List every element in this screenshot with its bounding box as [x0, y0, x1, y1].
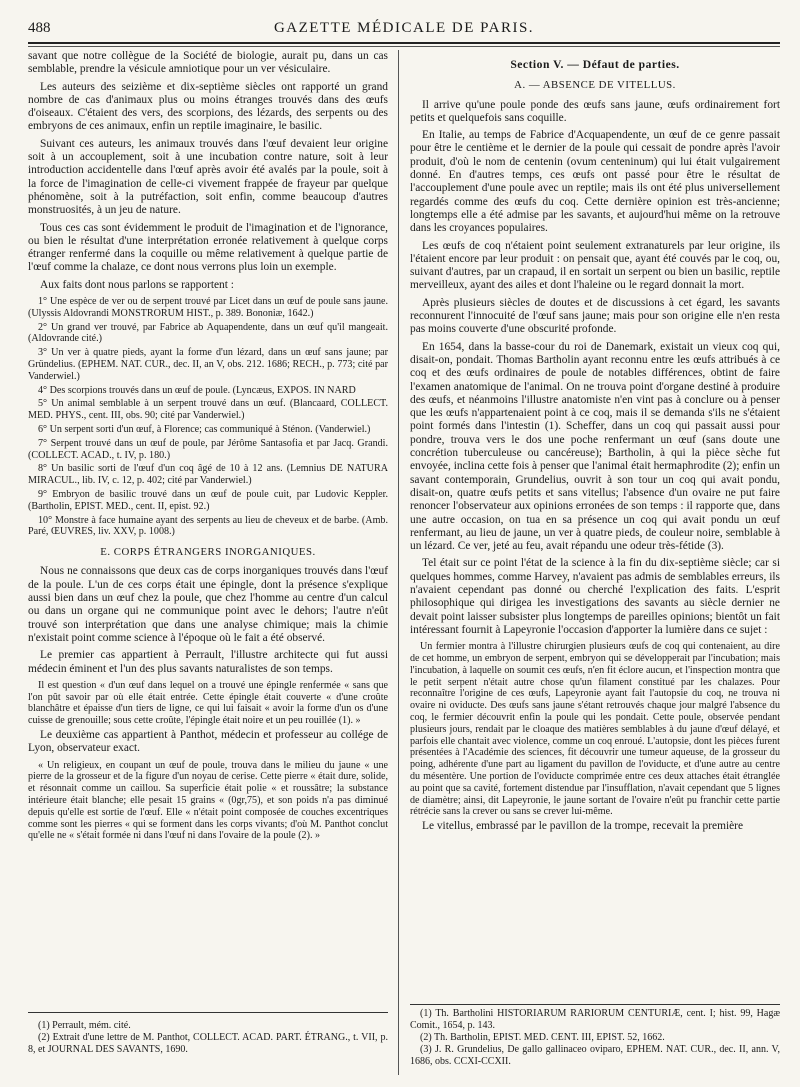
list-item: 3° Un ver à quatre pieds, ayant la forme d'un lézard, dans un œuf sans jaune; par Gründelius. (EPHEM. NAT. CUR., dec. II, an V, obs. 212. 1686; RECH., p. 773; cité par Vanderwiel.) [28, 347, 388, 382]
quotation [28, 680, 388, 727]
page-number: 488 [28, 20, 51, 36]
quotation [28, 760, 388, 843]
paragraph: Tel était sur ce point l'état de la science à la fin du dix-septième siècle; car si quelques hommes, comme Harvey, n'avaient pas admis de semblables erreurs, ils n'avaient cependant pas donné ou cherché l'explication des faits. L'esprit philosophique qui dirigea les investigations des savants au siècle dernier ne devait point laisser subsister plus longtemps de pareilles opinions; bientôt un fait intéressant fournit à Lapeyronie l'occasion d'apporter la lumière dans ce sujet : [410, 557, 780, 636]
list-item: 8° Un basilic sorti de l'œuf d'un coq âgé de 10 à 12 ans. (Lemnius DE NATURA MIRACUL., lib. IV, c. 12, p. 402; cité par Vanderwiel.) [28, 463, 388, 487]
right-column [410, 50, 780, 837]
paragraph: Il arrive qu'une poule ponde des œufs sans jaune, œufs ordinairement fort petits et quelquefois sans coquille. [410, 98, 780, 124]
footnote: (1) Th. Bartholini HISTORIARUM RARIORUM CENTURIÆ, cent. I; hist. 99, Hagæ Comit., 1654, p. 143. [410, 1008, 780, 1031]
paragraph: Tous ces cas sont évidemment le produit de l'imagination et de l'ignorance, ou bien le résultat d'une interprétation erronée relativement à quelque corps étranger renfermé dans la coquille ou même relativement à quelque partie de l'œuf comme la chalaze, ce dont nous verrons plus loin un exemple. [28, 221, 388, 274]
list-item: 2° Un grand ver trouvé, par Fabrice ab Aquapendente, dans un œuf qu'il mangeait. (Aldovrande cité.) [28, 321, 388, 345]
column-divider [398, 50, 399, 1075]
paragraph: Le premier cas appartient à Perrault, l'illustre architecte qui fut aussi médecin éminent et l'un des plus savants naturalistes de son temps. [28, 649, 388, 675]
header-rule-thin [28, 46, 780, 47]
list-item: 10° Monstre à face humaine ayant des serpents au lieu de cheveux et de barbe. (Amb. Paré, ŒUVRES, liv. XXV, p. 1008.) [28, 514, 388, 538]
left-column [28, 50, 388, 844]
paragraph: Suivant ces auteurs, les animaux trouvés dans l'œuf devaient leur origine soit à un accouplement, soit à une incubation contre nature, soit à leur introduction accidentelle dans l'œuf après avoir été avalés par la poule, soit à la force de l'imagination de celle-ci vivement frappée de frayeur par quelque phénomène, soit à la putréfaction, soit enfin, comme beaucoup d'autres monstruosités, à un jeu de nature. [28, 137, 388, 217]
paragraph: Après plusieurs siècles de doutes et de discussions à cet égard, les savants reconnurent l'innocuité de l'œuf sans jaune; mais pour son origine elle n'en resta pas moins couverte d'une obscurité profonde. [410, 296, 780, 336]
footnote: (3) J. R. Grundelius, De gallo gallinaceo oviparo, EPHEM. NAT. CUR., dec. II, ann. V, 1686, obs. CCXI-CCXII. [410, 1044, 780, 1067]
footnote-rule [410, 1004, 780, 1005]
paragraph: Aux faits dont nous parlons se rapportent : [40, 278, 234, 291]
paragraph: En 1654, dans la basse-cour du roi de Danemark, existait un vieux coq qui, disait-on, pondait. Thomas Bartholin ayant reconnu entre les œufs attribués à ce coq et des œufs ordinaires de poule de notables différences, obtint de faire l'examen anatomique de l'animal. On ne trouva point d'organe destiné à produire des œufs, et néanmoins l'illustre anatomiste n'en vint pas à conclure ou à penser que les œufs n'appartenaient point à ce coq, mais il se demanda s'ils ne s'étaient point formés dans l'intestin (1). Scheffer, dans un coq qui passait aussi pour pondre, trouva vers le dos une poche renfermant un œuf (sans doute une concrétion tuberculeuse ou cancéreuse); Bartholin, à qui la pièce sèche fut envoyée, inclina cette fois à penser que l'animal était hermaphrodite (2); enfin un savant contemporain, Grundelius, ouvrit à son tour un coq qui avait pondu, disait-on, quatre œufs petits et sans vitellus; l'absence d'un ovaire ne put faire renoncer l'observateur aux opinions erronées de son temps : il rapporte que, dans une autre occasion, on tua en sa présence un coq qui avait pondu un œuf renfermant, au lieu de jaune, un ver à quatre pieds, de couleur noire, semblable à un lézard. Ce ver, jeté au feu, avait répandu une odeur très-fétide (3). [410, 340, 780, 553]
running-head: GAZETTE MÉDICALE DE PARIS. [273, 20, 535, 36]
quotation [410, 641, 780, 818]
list-item: 4° Des scorpions trouvés dans un œuf de poule. (Lyncæus, EXPOS. IN NARD [38, 384, 356, 396]
list-item: 5° Un animal semblable à un serpent trouvé dans un œuf. (Blancaard, COLLECT. MED. PHYS., cent. III, obs. 90; cité par Vanderwiel.) [28, 398, 388, 422]
quote-text: Un fermier montra à l'illustre chirurgien plusieurs œufs de coq qui contenaient, au dire de cet homme, un embryon de serpent, embryon qui se développerait par l'incubation; mais l'incubation, à laquelle on soumit ces œufs, n'en fit éclore aucun, et l'inspection montra que le petit serpent n'était autre chose qu'un filament constitué par les chalazes. Pour reconnaître l'origine de ces œufs, Lapeyronie ayant fait l'autopsie du coq, ne trouva ni ovaire ni oviducte. Des œufs sans jaune s'étant retrouvés chaque jour malgré l'absence du coq, le fermier découvrit enfin la poule qui les pondait. Cette poule, observée pendant plusieurs jours, rendait par le cloaque des matières semblables à du jaune d'œuf délayé, et parfois elle chantait avec violence, comme un coq enroué. L'autopsie, dont les pièces furent présentées à l'Académie des sciences, fit découvrir une tumeur aqueuse, de la grosseur du poing, adhérente d'une part au ligament du pavillon de l'oviducte, et d'une autre au centre du mésentère. Une portion de l'oviducte comprimée entre ces deux attaches était étranglée au point que sa cavité, fortement distendue par l'insufflation, n'avait cependant que 5 lignes de diamètre; ainsi, dit Lapeyronie, le jaune sortant de l'ovaire n'eût pu franchir cette partie rétrécie sans la crever ou sans se crever lui-même. [410, 641, 780, 818]
header-rule [28, 42, 780, 44]
paragraph: Le vitellus, embrassé par le pavillon de la trompe, recevait la première [422, 820, 744, 833]
paragraph: Les auteurs des seizième et dix-septième siècles ont rapporté un grand nombre de cas d'animaux plus ou moins étranges trouvés dans des œufs d'oiseaux. C'étaient des vers, des scorpions, des lézards, des serpents ou des embryons de ces animaux, enfin un reptile imaginaire, le basilic. [28, 80, 388, 133]
list-item: 7° Serpent trouvé dans un œuf de poule, par Jérôme Santasofia et par Jacq. Grandi. (COLLECT. ACAD., t. IV, p. 180.) [28, 437, 388, 461]
footnotes-left [28, 1020, 388, 1056]
paragraph: Le deuxième cas appartient à Panthot, médecin et professeur au collége de Lyon, observateur exact. [28, 729, 388, 755]
list-item: 6° Un serpent sorti d'un œuf, à Florence; cas communiqué à Sténon. (Vanderwiel.) [38, 424, 371, 436]
section-heading: Section V. — Défaut de parties. [510, 58, 680, 71]
paragraph: Nous ne connaissons que deux cas de corps inorganiques trouvés dans l'œuf de la poule. L'un de ces corps était une épingle, dont la présence s'explique aussi bien dans un œuf chez la poule, que chez l'homme au centre d'un calcul ou dans un organe qui ne communique point avec le dehors; l'autre n'eût trouvé son interprétation que dans une analyse chimique; mais la chimie n'existait point comme science à l'époque où le fait a été observé. [28, 565, 388, 644]
paragraph: Les œufs de coq n'étaient point seulement extranaturels par leur origine, ils l'étaient encore par leur produit : on pensait que, ayant été couvés par le coq, ou, suivant d'autres, par un crapaud, il en sortait un serpent ou bien un basilic, reptile merveilleux, ayant des ailes et dont l'haleine ou le regard donnait la mort. [410, 239, 780, 292]
subsection-heading: A. — ABSENCE DE VITELLUS. [514, 79, 676, 92]
quote-text: « Un religieux, en coupant un œuf de poule, trouva dans le milieu du jaune « une pierre de la grosseur et de la figure d'un noyau de cerise. Cette pierre « était dure, solide, et résonnait comme un caillou. Sa superficie était polie « et roussâtre; la substance intérieure était blanche; elle pesait 15 grains « (0gr,75), et son poids n'a pas diminué depuis qu'elle est sortie de l'œuf. Elle « n'était point composée de couches excentriques comme sont les pierres « qui se forment dans les corps vivants; d'où M. Panthot conclut qu'elle ne « s'était formée ni dans l'œuf ni dans l'ovaire de la poule (2). » [28, 759, 388, 842]
footnote-rule [28, 1012, 388, 1013]
case-list [28, 296, 388, 538]
page-header [28, 18, 780, 40]
section-heading: E. CORPS ÉTRANGERS INORGANIQUES. [100, 546, 316, 559]
footnote: (2) Extrait d'une lettre de M. Panthot, COLLECT. ACAD. PART. ÉTRANG., t. VII, p. 8, et JOURNAL DES SAVANTS, 1690. [28, 1032, 388, 1055]
list-item: 1° Une espèce de ver ou de serpent trouvé par Licet dans un œuf de poule sans jaune. (Ulyssis Aldovrandi MONSTRORUM HIST., p. 389. Bononiæ, 1642.) [28, 296, 388, 319]
paragraph: En Italie, au temps de Fabrice d'Acquapendente, un œuf de ce genre passait pour être le centième et le dernier de la poule qui cessait de pondre après l'avoir produit, d'où le nom de centenin (ovum centeninum) qui lui était vulgairement donné. En d'autres temps, ces œufs ont passé pour être le résultat de l'accouplement d'une poule avec un reptile; mais ils ont été plus universellement regardés comme des œufs du coq. Cette dernière opinion est très-ancienne; longtemps elle a été admise par les savants, et aujourd'hui même on la retrouve dans les croyances populaires. [410, 129, 780, 235]
footnotes-right [410, 1008, 780, 1068]
paragraph: savant que notre collègue de la Société de biologie, aurait pu, dans un cas semblable, prendre la vésicule amniotique pour un ver vésiculaire. [28, 50, 388, 76]
footnote: (2) Th. Bartholin, EPIST. MED. CENT. III, EPIST. 52, 1662. [420, 1032, 665, 1043]
quote-text: Il est question « d'un œuf dans lequel on a trouvé une épingle renfermée « sans que l'on pût savoir par où elle était entrée. Cette épingle était couverte « d'une croûte blanchâtre et épaisse d'un tiers de ligne, ce qui lui faisait « avoir la forme d'un os d'une cuisse de grenouille; sous cette croûte, l'épingle était noire et un peu rouillée (1). » [28, 679, 388, 727]
footnote: (1) Perrault, mém. cité. [38, 1020, 131, 1031]
list-item: 9° Embryon de basilic trouvé dans un œuf de poule cuit, par Ludovic Keppler. (Bartholin, EPIST. MED., cent. II, epist. 92.) [28, 489, 388, 512]
